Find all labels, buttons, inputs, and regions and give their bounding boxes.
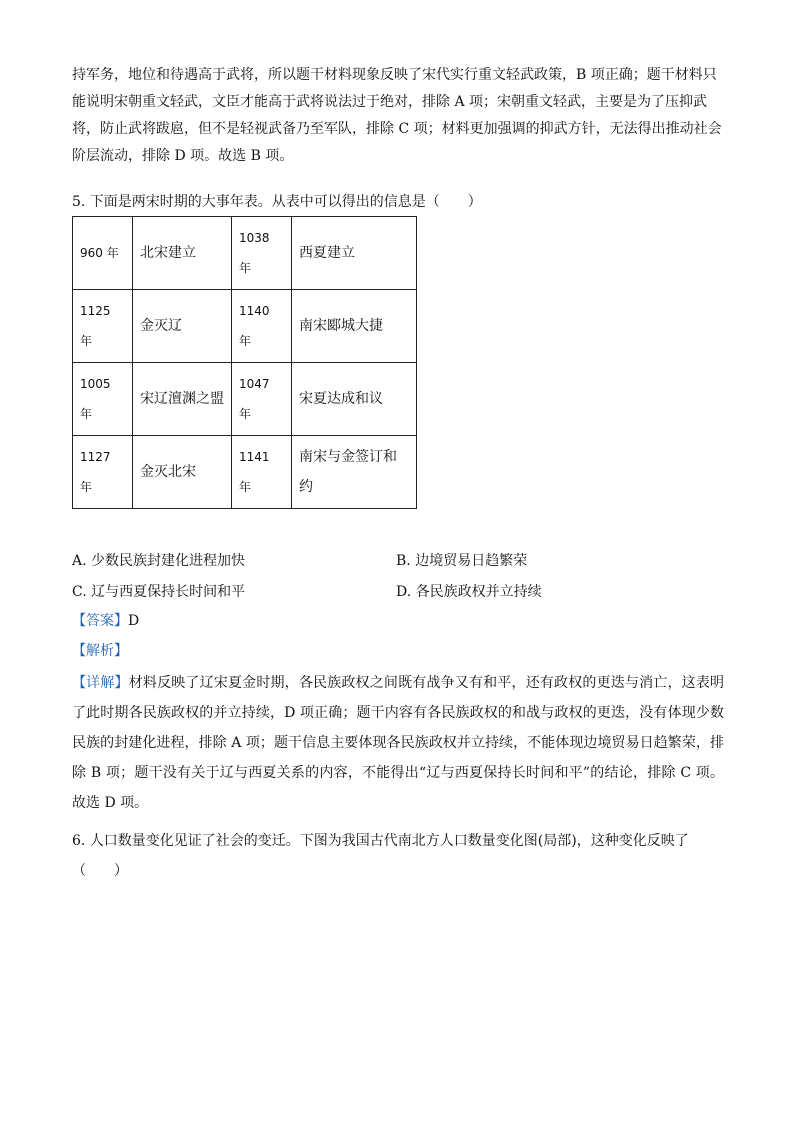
table-cell-event: 金灭北宋	[133, 436, 232, 509]
table-cell-event: 宋辽澶渊之盟	[133, 363, 232, 436]
previous-explanation	[72, 62, 724, 170]
explanation-line: 持军务，地位和待遇高于武将，所以题干材料现象反映了宋代实行重文轻武政策，B 项正确；题干材料只	[72, 67, 717, 83]
table-cell-year: 1125 年	[73, 290, 133, 363]
option-c: C. 辽与西夏保持长时间和平	[72, 584, 246, 600]
table-cell-event: 宋夏达成和议	[292, 363, 417, 436]
table-cell-event: 北宋建立	[133, 217, 232, 290]
answer-tag: 【答案】	[72, 613, 128, 629]
question-6-stem	[72, 826, 724, 886]
detail-paragraph	[72, 668, 724, 818]
table-cell-year: 1047 年	[232, 363, 292, 436]
options-row	[72, 577, 724, 608]
detail-text: 材料反映了辽宋夏金时期，各民族政权之间既有战争又有和平，还有政权的更迭与消亡，这表明了此时期各民族政权的并立持续，D 项正确；题干内容有各民族政权的和战与政权的更迭，没有体现少数民族的封建化进程，排除 A 项；题干信息主要体现各民族政权并立持续，不能体现边境贸易日趋繁荣，排除 B 项；题干没有关于辽与西夏关系的内容，不能得出“辽与西夏保持长时间和平”的结论，排除 C 项。故选 D 项。	[72, 675, 725, 811]
table-cell-event: 南宋郾城大捷	[292, 290, 417, 363]
table-cell-year: 1141 年	[232, 436, 292, 509]
table-cell-year: 1005 年	[73, 363, 133, 436]
table-cell-year: 1127 年	[73, 436, 133, 509]
option-b: B. 边境贸易日趋繁荣	[396, 553, 528, 569]
option-d: D. 各民族政权并立持续	[396, 584, 542, 600]
detail-tag: 【详解】	[72, 675, 129, 691]
table-cell-event: 金灭辽	[133, 290, 232, 363]
table-cell-year: 1038 年	[232, 217, 292, 290]
events-table	[72, 216, 417, 509]
table-row	[73, 217, 417, 290]
table-cell-event: 南宋与金签订和约	[292, 436, 417, 509]
question-5-stem: 5. 下面是两宋时期的大事年表。从表中可以得出的信息是（ ）	[72, 194, 482, 210]
question-6-blank: （ ）	[72, 863, 128, 879]
table-cell-year: 1140 年	[232, 290, 292, 363]
table-row	[73, 436, 417, 509]
table-row	[73, 290, 417, 363]
explanation-line: 能说明宋朝重文轻武，文臣才能高于武将说法过于绝对，排除 A 项；宋朝重文轻武，主要是为了压抑武	[72, 94, 708, 110]
answer-line	[72, 608, 139, 635]
table-cell-year: 960 年	[73, 217, 133, 290]
option-a: A. 少数民族封建化进程加快	[72, 553, 246, 569]
explanation-line: 将，防止武将跋扈，但不是轻视武备乃至军队，排除 C 项；材料更加强调的抑武方针，无法得出推动社会	[72, 121, 722, 137]
explanation-line: 阶层流动，排除 D 项。故选 B 项。	[72, 148, 294, 164]
question-6-text: 6. 人口数量变化见证了社会的变迁。下图为我国古代南北方人口数量变化图(局部)，这种变化反映了	[72, 833, 689, 849]
options-row	[72, 546, 724, 577]
analysis-tag: 【解析】	[72, 643, 128, 659]
table-cell-event: 西夏建立	[292, 217, 417, 290]
analysis-heading	[72, 638, 128, 665]
table-row	[73, 363, 417, 436]
document-page	[72, 62, 725, 879]
answer-options	[72, 546, 724, 608]
answer-value: D	[128, 613, 140, 629]
